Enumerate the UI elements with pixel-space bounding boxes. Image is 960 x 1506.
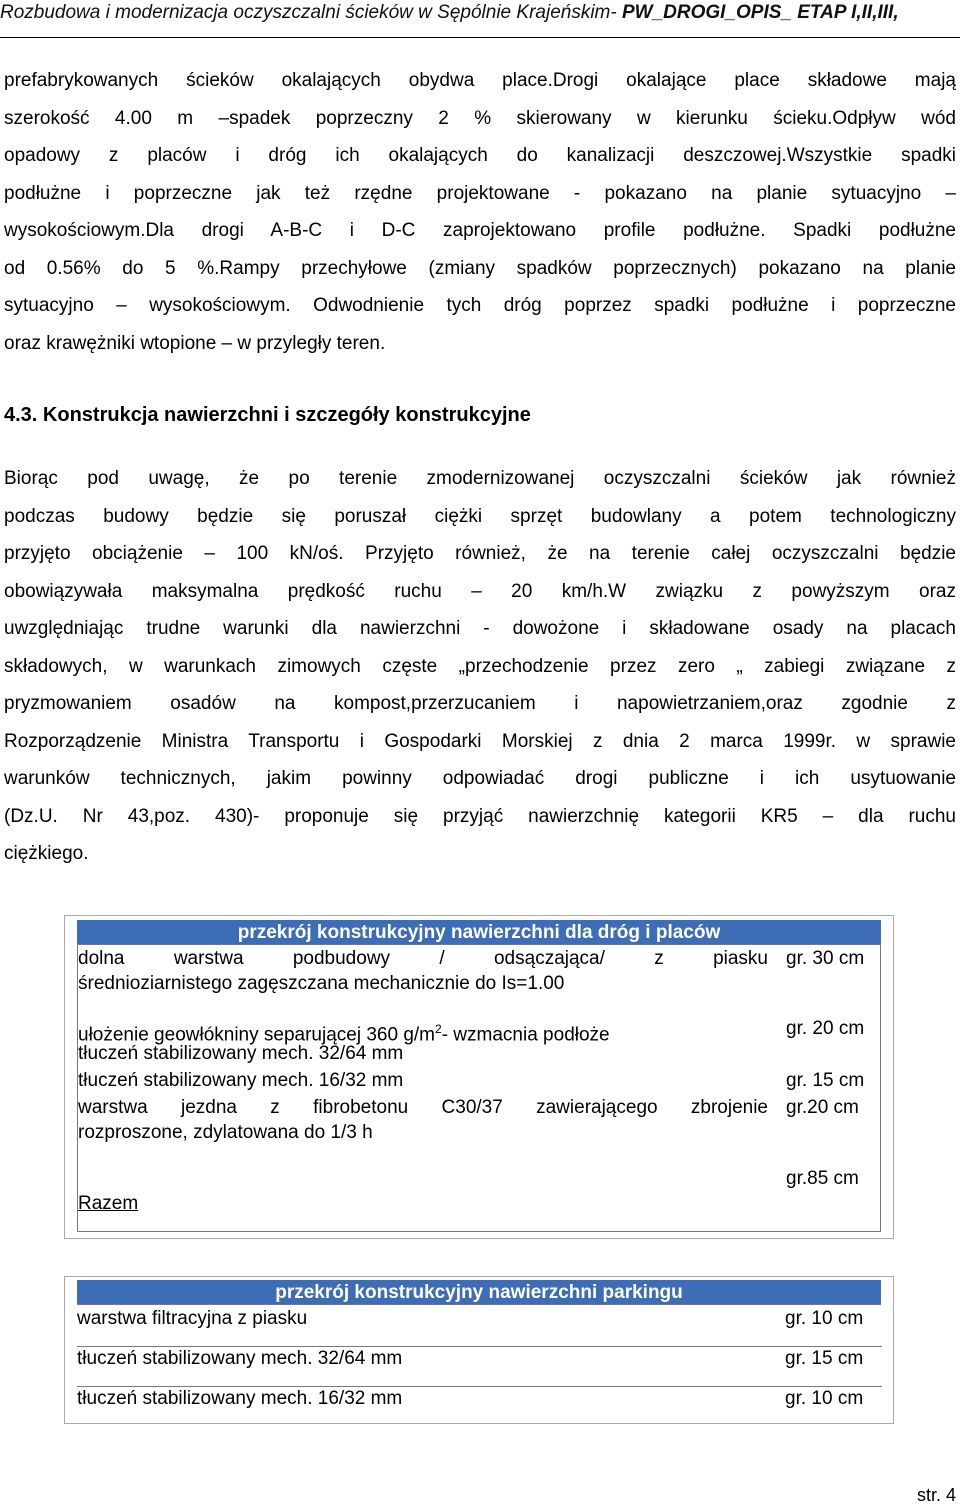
paragraph-line: oraz krawężniki wtopione – w przyległy teren. [4, 332, 386, 354]
table-row [78, 1069, 883, 1094]
layer-description-b: - wzmacnia podłoże [441, 1024, 610, 1046]
layer-thickness: gr. 15 cm [785, 1348, 864, 1369]
layer-thickness: gr. 10 cm [785, 1308, 864, 1329]
layer-description-cont: średnioziarnistego zagęszczana mechanicznie do Is=1.00 [78, 973, 565, 994]
paragraph-line: podłużne i poprzeczne jak też rzędne projektowane - pokazano na planie sytuacyjno – [4, 182, 956, 204]
page-header [0, 0, 960, 38]
layer-description-cont: rozproszone, zdylatowana do 1/3 h [78, 1122, 373, 1143]
pavement-structure-table-parking [64, 1276, 894, 1424]
paragraph-line: od 0.56% do 5 %.Rampy przechyłowe (zmiany spadków poprzecznych) pokazano na planie [4, 257, 956, 279]
total-label: Razem [78, 1193, 139, 1214]
page-number: str. 4 [916, 1485, 956, 1505]
layer-thickness: gr. 15 cm [786, 1070, 865, 1091]
layer-thickness: gr. 10 cm [785, 1388, 864, 1409]
section-heading: 4.3. Konstrukcja nawierzchni i szczegóły konstrukcyjne [4, 404, 531, 426]
table-title: przekrój konstrukcyjny nawierzchni dla dróg i placów [77, 920, 881, 944]
layer-thickness: gr. 20 cm [786, 1018, 865, 1039]
table-row [77, 1347, 882, 1387]
paragraph-line: pryzmowaniem osadów na kompost,przerzucaniem i napowietrzaniem,oraz zgodnie z [4, 693, 956, 714]
table-row [77, 1387, 882, 1412]
layer-description-a: ułożenie geowłókniny separującej 360 g/m [78, 1024, 436, 1046]
table-row [78, 1017, 883, 1067]
superscript: 2 [435, 1022, 442, 1036]
paragraph-line: szerokość 4.00 m –spadek poprzeczny 2 % skierowany w kierunku ścieku.Odpływ wód [4, 107, 956, 129]
table-row [78, 947, 883, 997]
pavement-structure-table-roads [64, 915, 894, 1239]
paragraph-line: obowiązywała maksymalna prędkość ruchu – 20 km/h.W związku z powyższym oraz [4, 580, 956, 602]
paragraph-line: składowych, w warunkach zimowych częste „przechodzenie przez zero „ zabiegi związane z [4, 655, 956, 677]
paragraph-line: sytuacyjno – wysokościowym. Odwodnienie tych dróg poprzez spadki podłużne i poprzeczne [4, 295, 956, 316]
layer-description: tłuczeń stabilizowany mech. 32/64 mm [77, 1348, 403, 1369]
paragraph-line: przyjęto obciążenie – 100 kN/oś. Przyjęto również, że na terenie całej oczyszczalni będzie [4, 543, 956, 564]
paragraph-line: Biorąc pod uwagę, że po terenie zmodernizowanej oczyszczalni ścieków jak również [4, 468, 956, 489]
header-doc-code: PW_DROGI_OPIS_ ETAP I,II,III, [621, 2, 899, 23]
layer-description: warstwa jezdna z fibrobetonu C30/37 zawierającego zbrojenie [78, 1097, 768, 1118]
total-thickness: gr.85 cm [786, 1168, 859, 1189]
paragraph-drainage [4, 62, 956, 362]
table-row [77, 1307, 882, 1347]
layer-description: tłuczeń stabilizowany mech. 16/32 mm [78, 1070, 404, 1091]
table-title: przekrój konstrukcyjny nawierzchni parkingu [77, 1280, 881, 1304]
layer-thickness: gr.20 cm [786, 1097, 859, 1118]
layer-description: tłuczeń stabilizowany mech. 16/32 mm [77, 1388, 403, 1409]
layer-description: dolna warstwa podbudowy / odsączająca/ z piasku [78, 948, 768, 969]
table-row [78, 1096, 883, 1146]
paragraph-line: opadowy z placów i dróg ich okalających do kanalizacji deszczowej.Wszystkie spadki [4, 145, 956, 166]
layer-description: warstwa filtracyjna z piasku [77, 1308, 308, 1329]
paragraph-line: uwzględniając trudne warunki dla nawierzchni - dowożone i składowane osady na placach [4, 618, 956, 639]
paragraph-construction [4, 460, 956, 873]
layer-thickness: gr. 30 cm [786, 948, 865, 969]
paragraph-line: prefabrykowanych ścieków okalających obydwa place.Drogi okalające place składowe mają [4, 70, 956, 91]
layer-description-cont: tłuczeń stabilizowany mech. 32/64 mm [78, 1043, 404, 1064]
paragraph-line: warunków technicznych, jakim powinny odpowiadać drogi publiczne i ich usytuowanie [4, 768, 956, 789]
paragraph-line: wysokościowym.Dla drogi A-B-C i D-C zaprojektowano profile podłużne. Spadki podłużne [4, 220, 956, 241]
paragraph-line: (Dz.U. Nr 43,poz. 430)- proponuje się przyjąć nawierzchnię kategorii KR5 – dla ruchu [4, 805, 956, 827]
header-project-name: Rozbudowa i modernizacja oczyszczalni ścieków w Sępólnie Krajeńskim- [0, 2, 622, 23]
paragraph-line: Rozporządzenie Ministra Transportu i Gospodarki Morskiej z dnia 2 marca 1999r. w sprawie [4, 730, 956, 752]
header-title [0, 2, 899, 24]
table-body [77, 944, 881, 1232]
table-body [77, 1304, 881, 1421]
table-row-total [78, 1167, 883, 1227]
paragraph-line: podczas budowy będzie się poruszał ciężki sprzęt budowlany a potem technologiczny [4, 505, 956, 527]
paragraph-line: ciężkiego. [4, 843, 89, 864]
